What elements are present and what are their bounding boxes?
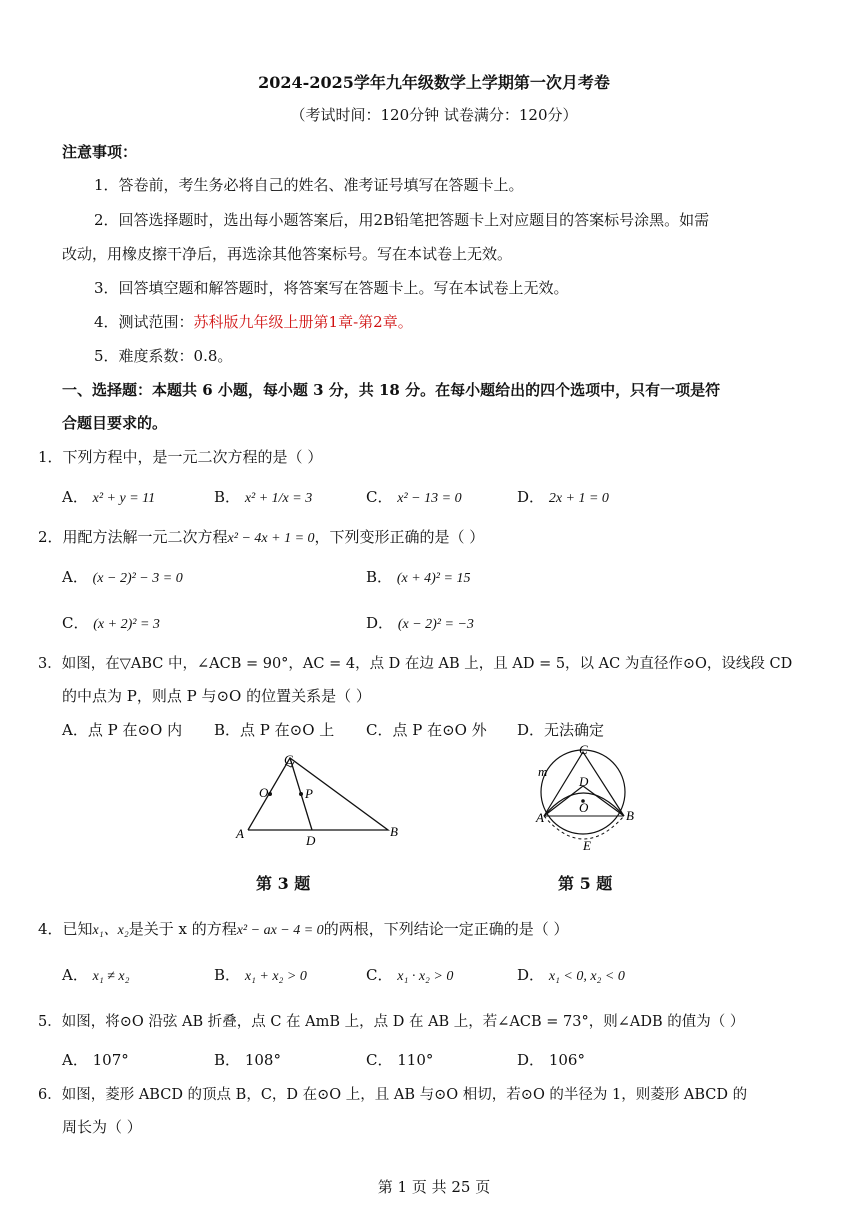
q2-stem [38,526,484,547]
point-o [268,792,272,796]
q1-option-d-label: D． [517,488,545,506]
q5-stem: 5．如图，将⊙O 沿弦 AB 折叠，点 C 在 AmB 上，点 D 在 AB 上，若∠ACB = 73°，则∠ADB 的值为（ ） [38,1014,745,1030]
label-b: B [390,824,398,839]
q5-option-d[interactable] [517,1049,585,1070]
q4-stem-math1: x₁、x₂ [92,923,129,938]
q2-option-d[interactable] [366,612,474,633]
q2-option-b[interactable] [366,566,470,587]
q4-stem-a: 4．已知 [38,920,93,938]
label-c: C [579,744,588,757]
q2-option-b-label: B． [366,568,393,586]
q4-option-b-label: B． [214,966,241,984]
q4-option-a[interactable] [62,964,129,985]
notice-heading: 注意事项： [62,143,138,161]
notice-item-1: 1．答卷前，考生务必将自己的姓名、准考证号填写在答题卡上。 [94,176,524,194]
q5-option-d-value: 106° [548,1051,585,1069]
point-p [299,792,303,796]
q5-option-b-label: B． [214,1051,241,1069]
q2-stem-a: 2．用配方法解一元二次方程 [38,528,228,546]
q2-option-c-label: C． [62,614,89,632]
q4-option-a-math: x₁ ≠ x₂ [92,969,130,984]
q3-stem-line2: 的中点为 P，则点 P 与⊙O 的位置关系是（ ） [62,687,371,705]
q2-stem-b: ，下列变形正确的是（ ） [314,528,485,546]
q2-option-a-label: A． [62,568,88,586]
label-m: m [538,764,548,779]
q4-option-c-math: x₁ · x₂ > 0 [397,969,454,984]
q5-option-a-label: A． [62,1051,88,1069]
q5-option-b-value: 108° [244,1051,281,1069]
label-p: P [305,786,313,801]
label-o: O [579,800,589,815]
section1-heading-cont: 合题目要求的。 [62,414,168,432]
figure-3-caption: 第 3 题 [256,874,311,893]
q4-option-d[interactable] [517,964,625,985]
exam-subtitle: （考试时间：120分钟 试卷满分：120分） [290,106,578,124]
q4-option-d-math: x₁ < 0, x₂ < 0 [548,969,625,984]
q2-option-a[interactable] [62,566,183,587]
label-d: D [306,833,316,848]
label-c: C [284,752,293,767]
exam-title: 2024-2025学年九年级数学上学期第一次月考卷 [258,73,610,92]
notice-item-3: 3．回答填空题和解答题时，将答案写在答题卡上。写在本试卷上无效。 [94,279,569,297]
q1-option-b[interactable] [214,486,312,507]
label-a: A [536,810,544,825]
q4-stem-math2: x² − ax − 4 = 0 [236,923,324,938]
q1-option-d[interactable] [517,486,609,507]
q4-stem-b: 是关于 x 的方程 [128,920,237,938]
q2-stem-math: x² − 4x + 1 = 0 [227,531,315,546]
label-a: A [236,826,244,841]
q3-option-d[interactable]: D．无法确定 [517,721,605,739]
folded-arc-e [544,816,624,839]
q3-option-b[interactable]: B．点 P 在⊙O 上 [214,721,335,739]
label-o: O [259,785,269,800]
section1-heading: 一、选择题：本题共 6 小题，每小题 3 分，共 18 分。在每小题给出的四个选项中，只有一项是符 [62,381,721,399]
circle-o [541,750,625,834]
figure-5-caption: 第 5 题 [558,874,613,893]
q5-option-b[interactable] [214,1049,281,1070]
q2-option-d-label: D． [366,614,394,632]
q3-option-a[interactable]: A．点 P 在⊙O 内 [62,721,183,739]
q4-option-d-label: D． [517,966,545,984]
q3-stem-line1: 3．如图，在▽ABC 中，∠ACB = 90°，AC = 4，点 D 在边 AB 上，且 AD = 5，以 AC 为直径作⊙O，设线段 CD [38,656,793,672]
label-e: E [583,838,591,853]
q6-stem-line1: 6．如图，菱形 ABCD 的顶点 B，C，D 在⊙O 上，且 AB 与⊙O 相切，若⊙O 的半径为 1，则菱形 ABCD 的 [38,1087,748,1103]
q1-stem: 1．下列方程中，是一元二次方程的是（ ） [38,448,323,466]
q1-option-d-math: 2x + 1 = 0 [548,491,609,506]
q4-option-c[interactable] [366,964,453,985]
q4-option-a-label: A． [62,966,88,984]
q4-option-b-math: x₁ + x₂ > 0 [244,969,307,984]
q1-option-b-label: B． [214,488,241,506]
q4-stem-c: 的两根，下列结论一定正确的是（ ） [323,920,569,938]
q2-option-c[interactable] [62,612,160,633]
q2-option-d-math: (x − 2)² = −3 [397,617,474,632]
q5-option-c-value: 110° [397,1051,434,1069]
notice-item-2-cont: 改动，用橡皮擦干净后，再选涂其他答案标号。写在本试卷上无效。 [62,245,513,263]
notice-item-4 [94,311,413,332]
q4-option-c-label: C． [366,966,393,984]
q2-option-a-math: (x − 2)² − 3 = 0 [92,571,183,586]
test-range: 苏科版九年级上册第1章-第2章。 [193,313,413,331]
q2-option-b-math: (x + 4)² = 15 [396,571,471,586]
q4-option-b[interactable] [214,964,307,985]
figure-3-triangle [228,750,408,850]
q1-option-c[interactable] [366,486,462,507]
q5-option-c-label: C． [366,1051,393,1069]
q1-option-c-label: C． [366,488,393,506]
q3-option-c[interactable]: C．点 P 在⊙O 外 [366,721,487,739]
q1-option-a-label: A． [62,488,88,506]
label-d: D [579,774,589,789]
q1-option-a-math: x² + y = 11 [92,491,156,506]
notice-item-2: 2．回答选择题时，选出每小题答案后，用2B铅笔把答题卡上对应题目的答案标号涂黑。如需 [94,211,710,229]
figure-5-circle [532,744,642,854]
q1-option-a[interactable] [62,486,155,507]
q4-stem [38,918,568,939]
notice-item-4-label: 4．测试范围： [94,313,194,331]
q1-option-c-math: x² − 13 = 0 [397,491,462,506]
q2-option-c-math: (x + 2)² = 3 [93,617,160,632]
q5-option-a[interactable] [62,1049,129,1070]
q1-option-b-math: x² + 1/x = 3 [244,491,313,506]
q5-option-d-label: D． [517,1051,545,1069]
q5-option-c[interactable] [366,1049,433,1070]
notice-item-5: 5．难度系数：0.8。 [94,347,233,365]
label-b: B [626,808,634,823]
q5-option-a-value: 107° [92,1051,129,1069]
q6-stem-line2: 周长为（ ） [62,1118,142,1136]
page-footer: 第 1 页 共 25 页 [377,1178,491,1196]
